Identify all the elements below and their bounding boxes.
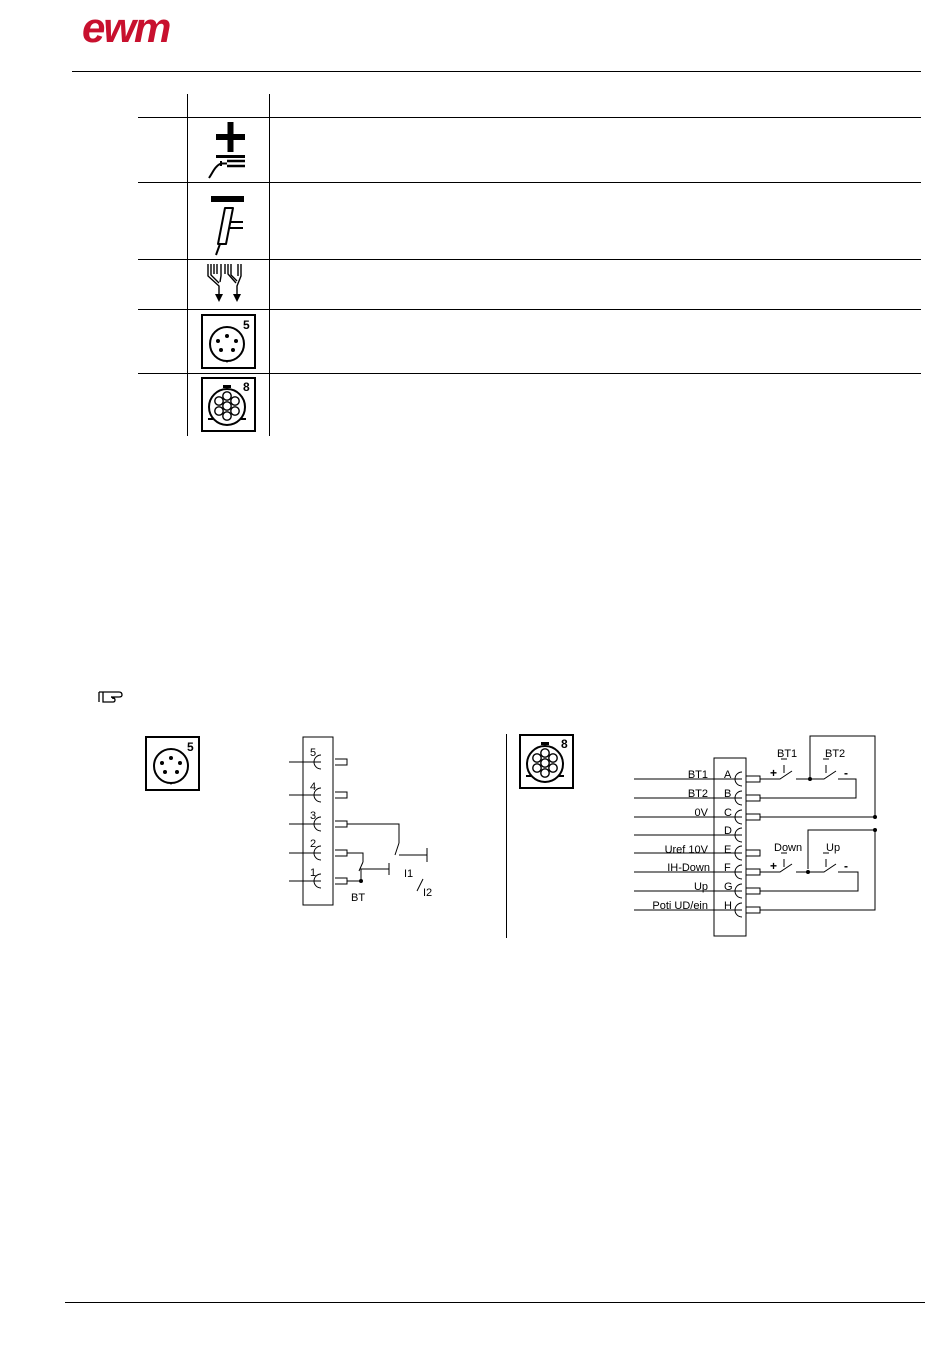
pin-label: 1 <box>310 867 317 879</box>
5-pole-socket-small-icon <box>145 736 201 792</box>
5-pole-wiring-diagram <box>285 735 485 915</box>
8-pole-socket-small-icon <box>519 734 575 790</box>
switch-label-i2: I2 <box>423 887 433 899</box>
switch-label-i1: I1 <box>404 868 414 880</box>
signal-label: BT1 <box>687 769 708 781</box>
pin-label: 2 <box>310 838 317 850</box>
table-column-rule-1 <box>187 94 188 436</box>
socket-pole-count: 8 <box>561 737 568 751</box>
signal-label: 0V <box>694 807 708 819</box>
signal-label: Up <box>693 881 708 893</box>
signal-label: IH-Down <box>667 862 710 874</box>
8-pole-wiring-diagram <box>630 733 910 943</box>
switch-label-down: Down <box>774 842 803 854</box>
polarity-minus: - <box>844 766 848 780</box>
shielding-gas-icon <box>205 262 255 308</box>
pointing-hand-icon <box>97 689 123 705</box>
ewm-logo <box>82 4 222 51</box>
header-rule <box>72 71 921 72</box>
switch-label-bt1: BT1 <box>777 748 798 760</box>
pin-label: H <box>724 900 732 912</box>
table-header-rule <box>138 117 921 118</box>
8-pole-socket-icon <box>201 377 257 433</box>
pin-label: 4 <box>310 781 317 793</box>
pin-label: G <box>724 881 733 893</box>
pin-label: C <box>724 807 732 819</box>
polarity-plus: + <box>770 859 778 873</box>
signal-label: Uref 10V <box>664 844 708 856</box>
table-row-rule <box>138 373 921 374</box>
logo-text: ewm <box>82 4 170 51</box>
positive-terminal-workpiece-icon <box>205 120 255 180</box>
pin-label: E <box>724 844 732 856</box>
footer-rule <box>65 1302 925 1303</box>
signal-label: BT2 <box>687 788 708 800</box>
polarity-plus: + <box>770 766 778 780</box>
signal-label: Poti UD/ein <box>652 900 708 912</box>
5-pole-socket-icon <box>201 314 257 370</box>
switch-label-bt: BT <box>351 892 366 904</box>
pin-label: A <box>724 769 732 781</box>
table-row-rule <box>138 309 921 310</box>
pin-label: D <box>724 825 732 837</box>
table-row-rule <box>138 182 921 183</box>
socket-pole-count: 8 <box>243 380 250 394</box>
pin-label: B <box>724 788 732 800</box>
diagram-separator <box>506 734 507 938</box>
switch-label-bt2: BT2 <box>825 748 846 760</box>
polarity-minus: - <box>844 859 848 873</box>
negative-terminal-electrode-icon <box>205 186 255 258</box>
socket-pole-count: 5 <box>187 740 194 754</box>
table-column-rule-2 <box>269 94 270 436</box>
pin-label: 3 <box>310 810 317 822</box>
table-row-rule <box>138 259 921 260</box>
socket-pole-count: 5 <box>243 318 250 332</box>
pin-label: 5 <box>310 747 317 759</box>
switch-label-up: Up <box>826 842 841 854</box>
pin-label: F <box>724 862 731 874</box>
